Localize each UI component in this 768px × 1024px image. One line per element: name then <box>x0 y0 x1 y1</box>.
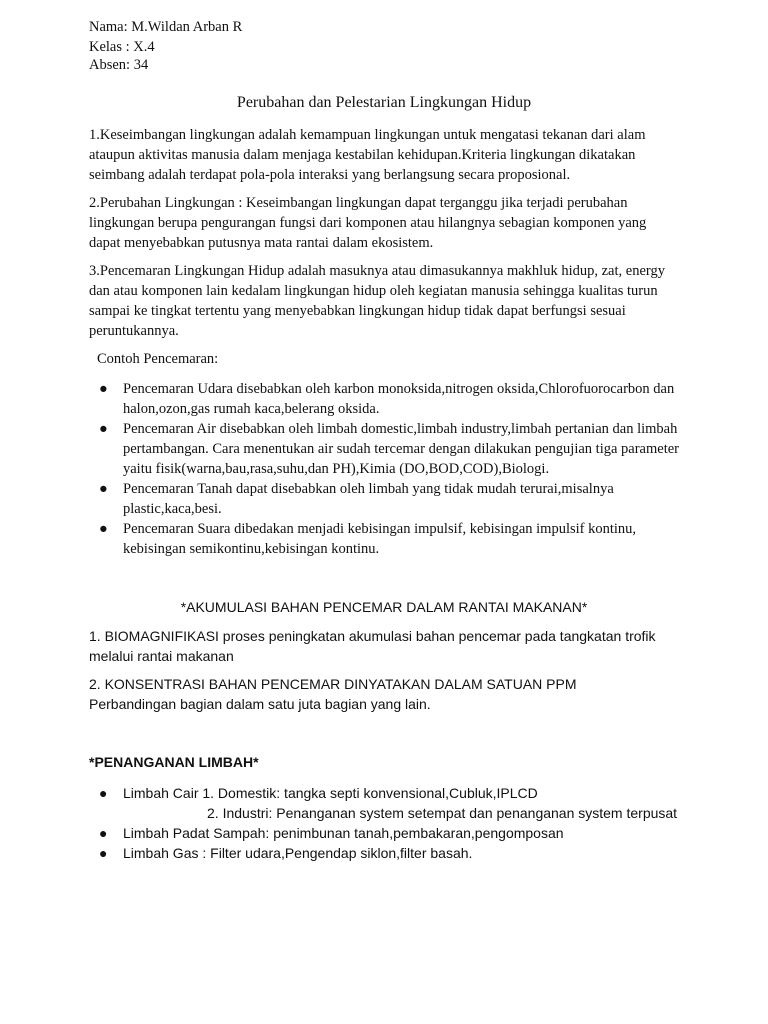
bullet-icon: ● <box>99 521 108 537</box>
akumulasi-heading: *AKUMULASI BAHAN PENCEMAR DALAM RANTAI MAKANAN* <box>180 599 588 615</box>
list-item-text: Pencemaran Tanah dapat disebabkan oleh limbah yang tidak mudah terurai,misalnya plastic,kaca,besi. <box>123 481 614 517</box>
limbah-cair-line-1: Limbah Cair 1. Domestik: tangka septi konvensional,Cubluk,IPLCD <box>123 785 538 801</box>
contoh-pencemaran-label: Contoh Pencemaran: <box>97 351 219 367</box>
paragraph-keseimbangan: 1.Keseimbangan lingkungan adalah kemampuan lingkungan untuk mengatasi tekanan dari alam ataupun aktivitas manusia dalam menjaga kestabilan kehidupan.Kriteria lingkungan dikatakan seimbang adalah terdapat pola-pola interaksi yang berlangsung secara proposional. <box>89 127 646 183</box>
list-item <box>89 419 679 479</box>
list-item-text: Pencemaran Udara disebabkan oleh karbon monoksida,nitrogen oksida,Chlorofuorocarbon dan halon,ozon,gas rumah kaca,belerang oksida. <box>123 381 675 417</box>
akumulasi-item-1: 1. BIOMAGNIFIKASI proses peningkatan akumulasi bahan pencemar pada tangkatan trofik melalui rantai makanan <box>89 628 656 664</box>
limbah-padat-text: Limbah Padat Sampah: penimbunan tanah,pembakaran,pengomposan <box>123 825 564 841</box>
student-absen: Absen: 34 <box>89 57 149 73</box>
paragraph-pencemaran: 3.Pencemaran Lingkungan Hidup adalah masuknya atau dimasukannya makhluk hidup, zat, energy dan atau komponen lain kedalam lingkungan hidup oleh kegiatan manusia sehingga kualitas turun sampai ke tingkat tertentu yang menyebabkan lingkungan hidup tidak dapat berfungsi sesuai peruntukannya. <box>89 263 665 339</box>
bullet-icon: ● <box>99 481 108 497</box>
limbah-cair-line-2: 2. Industri: Penanganan system setempat dan penanganan system terpusat <box>207 805 678 821</box>
pencemaran-list <box>89 379 679 559</box>
list-item <box>89 479 679 519</box>
list-item <box>89 823 679 843</box>
penanganan-heading: *PENANGANAN LIMBAH* <box>89 754 259 770</box>
list-item <box>89 379 679 419</box>
document-title: Perubahan dan Pelestarian Lingkungan Hidup <box>236 94 532 111</box>
list-item <box>89 843 679 863</box>
list-item-text: Pencemaran Suara dibedakan menjadi kebisingan impulsif, kebisingan impulsif kontinu, kebisingan semikontinu,kebisingan kontinu. <box>123 521 637 557</box>
list-item-text: Pencemaran Air disebabkan oleh limbah domestic,limbah industry,limbah pertanian dan limbah pertambangan. Cara menentukan air sudah tercemar dengan dilakukan pengujian tiga parameter yaitu fisik(warna,bau,rasa,suhu,dan PH),Kimia (DO,BOD,COD),Biologi. <box>123 421 679 477</box>
bullet-icon: ● <box>99 381 108 397</box>
list-item <box>89 783 679 823</box>
bullet-icon: ● <box>99 825 108 841</box>
akumulasi-item-2-desc: Perbandingan bagian dalam satu juta bagian yang lain. <box>89 696 431 712</box>
bullet-icon: ● <box>99 421 108 437</box>
student-name: Nama: M.Wildan Arban R <box>89 19 243 35</box>
paragraph-perubahan: 2.Perubahan Lingkungan : Keseimbangan lingkungan dapat terganggu jika terjadi perubahan lingkungan berupa pengurangan fungsi dari komponen atau hilangnya sebagian komponen yang dapat menyebabkan putusnya mata rantai dalam ekosistem. <box>89 195 647 251</box>
limbah-gas-text: Limbah Gas : Filter udara,Pengendap siklon,filter basah. <box>123 845 473 861</box>
list-item <box>89 519 679 559</box>
student-class: Kelas : X.4 <box>89 39 155 55</box>
bullet-icon: ● <box>99 785 108 801</box>
penanganan-list <box>89 783 679 863</box>
bullet-icon: ● <box>99 845 108 861</box>
akumulasi-item-2-title: 2. KONSENTRASI BAHAN PENCEMAR DINYATAKAN DALAM SATUAN PPM <box>89 676 577 692</box>
